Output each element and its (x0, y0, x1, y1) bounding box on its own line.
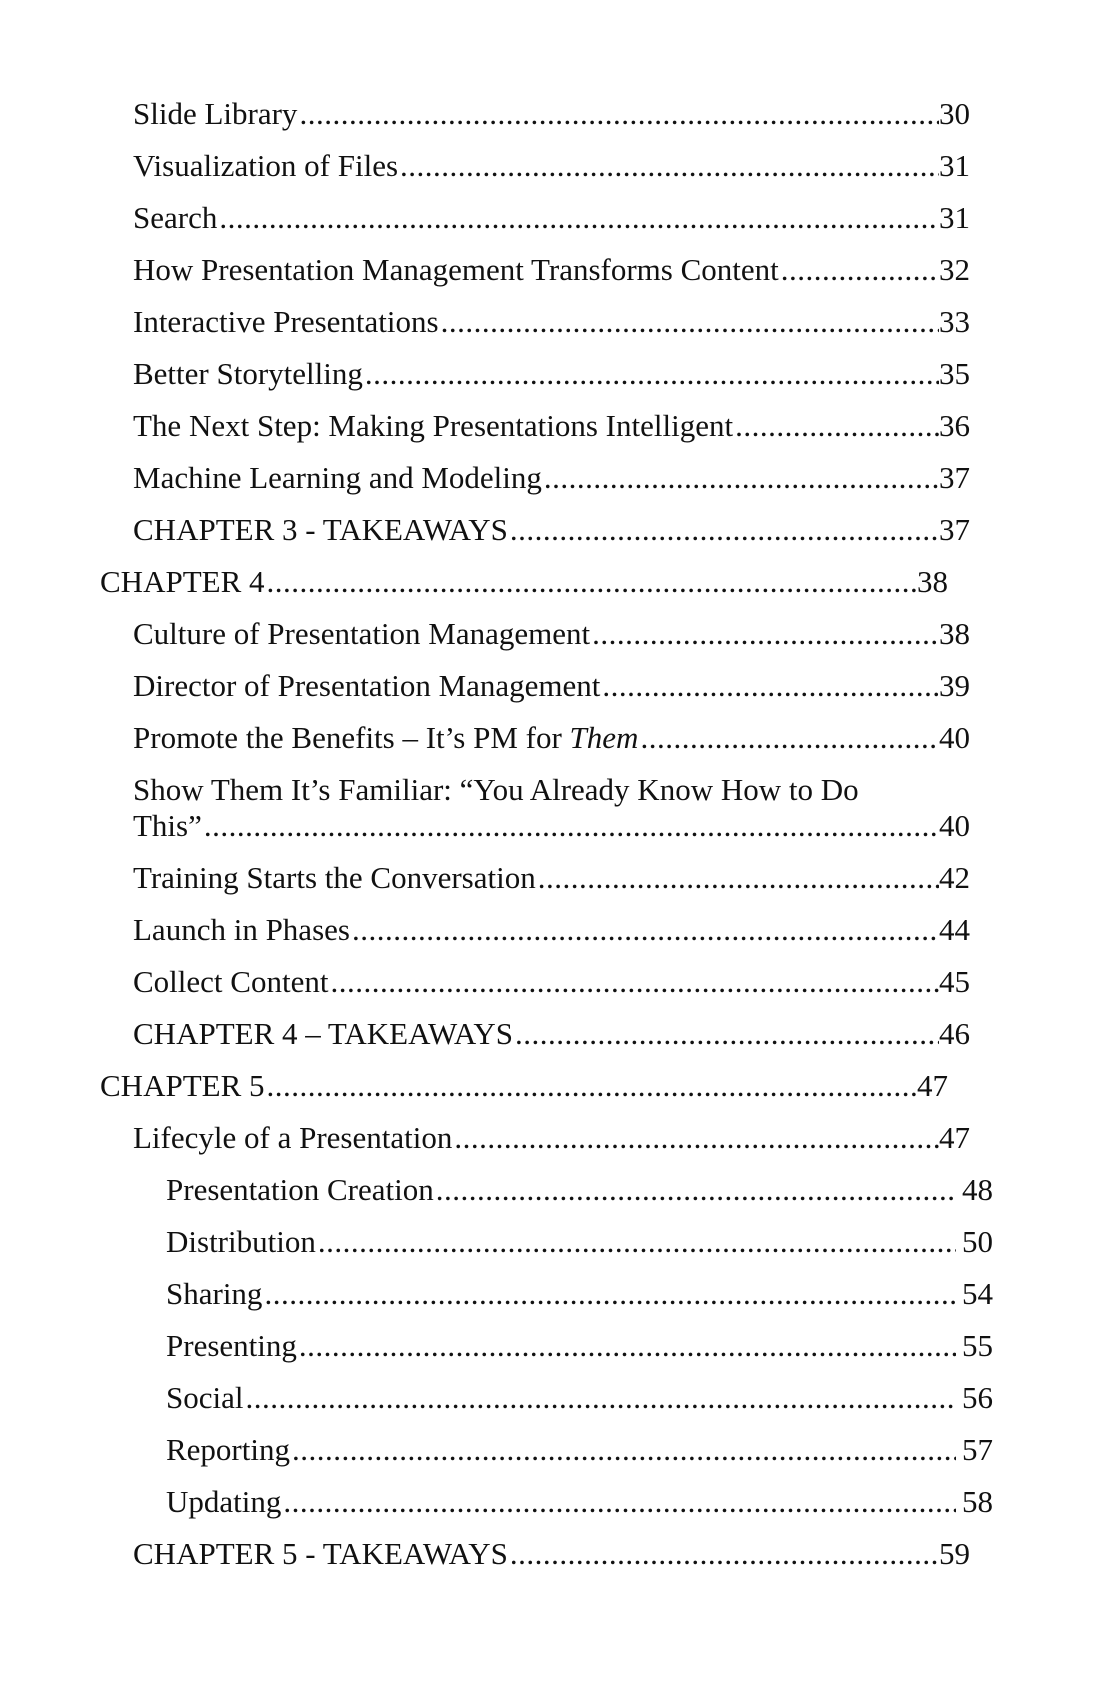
dot-leader (400, 146, 939, 186)
toc-page-number: 44 (939, 912, 970, 947)
toc-section-entry[interactable] (133, 302, 970, 342)
toc-entry-label: Director of Presentation Management (133, 668, 601, 703)
toc-section-entry[interactable] (133, 146, 970, 186)
toc-entry-label: CHAPTER 4 – TAKEAWAYS (133, 1016, 513, 1051)
toc-page-number: 57 (962, 1432, 993, 1467)
toc-section-entry[interactable] (133, 510, 970, 550)
dot-leader (735, 406, 939, 446)
toc-page-number: 37 (939, 512, 970, 547)
toc-entry-label: Culture of Presentation Management (133, 616, 591, 651)
toc-page-number: 47 (917, 1068, 948, 1103)
toc-page-number: 30 (939, 96, 970, 131)
toc-page-number: 48 (962, 1172, 993, 1207)
toc-entry-label: This” (133, 808, 202, 843)
toc-section-entry[interactable] (133, 962, 970, 1002)
toc-entry-label: Promote the Benefits – It’s PM for Them (133, 720, 639, 755)
toc-entry-label: Slide Library (133, 96, 298, 131)
toc-chapter-entry[interactable] (100, 1066, 948, 1106)
toc-page-number: 56 (962, 1380, 993, 1415)
dot-leader (454, 1118, 939, 1158)
toc-entry-label: Presenting (166, 1328, 297, 1363)
toc-section-entry[interactable] (133, 198, 970, 238)
toc-section-entry[interactable] (133, 406, 970, 446)
toc-page-number: 38 (939, 616, 970, 651)
toc-section-entry[interactable] (133, 910, 970, 950)
toc-chapter-entry[interactable] (100, 562, 948, 602)
toc-entry-label: Launch in Phases (133, 912, 350, 947)
toc-subsection-entry[interactable] (166, 1326, 993, 1366)
toc-page-number: 32 (939, 252, 970, 287)
dot-leader (352, 910, 939, 950)
toc-page-number: 55 (962, 1328, 993, 1363)
dot-leader (365, 354, 939, 394)
dot-leader (781, 250, 939, 290)
toc-section-entry[interactable] (133, 1014, 970, 1054)
toc-subsection-entry[interactable] (166, 1222, 993, 1262)
dot-leader (299, 1326, 956, 1366)
toc-entry-label: Reporting (166, 1432, 290, 1467)
dot-leader (267, 562, 918, 602)
toc-section-entry[interactable] (133, 614, 970, 654)
toc-entry-label: Visualization of Files (133, 148, 399, 183)
dot-leader (283, 1482, 956, 1522)
toc-section-entry[interactable] (133, 666, 970, 706)
dot-leader (436, 1170, 956, 1210)
toc-entry-label: Updating (166, 1484, 282, 1519)
toc-subsection-entry[interactable] (166, 1430, 993, 1470)
dot-leader (299, 94, 939, 134)
toc-page-number: 58 (962, 1484, 993, 1519)
toc-section-entry[interactable] (133, 1534, 970, 1574)
toc-page-number: 47 (939, 1120, 970, 1155)
dot-leader (602, 666, 939, 706)
toc-entry-label: Collect Content (133, 964, 329, 999)
toc-page-number: 39 (939, 668, 970, 703)
toc-page-number: 40 (939, 808, 970, 843)
toc-subsection-entry[interactable] (166, 1274, 993, 1314)
dot-leader (441, 302, 939, 342)
dot-leader (267, 1066, 918, 1106)
toc-entry-label: Search (133, 200, 218, 235)
toc-entry-label: How Presentation Management Transforms Content (133, 252, 779, 287)
dot-leader (330, 962, 939, 1002)
dot-leader (246, 1378, 957, 1418)
toc-page-number: 46 (939, 1016, 970, 1051)
toc-entry-label: CHAPTER 3 - TAKEAWAYS (133, 512, 508, 547)
toc-entry-label: Social (166, 1380, 244, 1415)
toc-entry-label: The Next Step: Making Presentations Intelligent (133, 408, 734, 443)
dot-leader (510, 1534, 939, 1574)
toc-subsection-entry[interactable] (166, 1482, 993, 1522)
toc-page-number: 37 (939, 460, 970, 495)
toc-page-number: 54 (962, 1276, 993, 1311)
dot-leader (640, 718, 939, 758)
toc-entry-label: CHAPTER 4 (100, 564, 265, 599)
toc-section-entry[interactable] (133, 718, 970, 758)
toc-subsection-entry[interactable] (166, 1378, 993, 1418)
toc-section-entry[interactable] (133, 354, 970, 394)
toc-entry-label: CHAPTER 5 (100, 1068, 265, 1103)
dot-leader (292, 1430, 956, 1470)
toc-entry-label: Machine Learning and Modeling (133, 460, 542, 495)
toc-section-entry[interactable] (133, 858, 970, 898)
toc-page-number: 42 (939, 860, 970, 895)
toc-entry-label-italic: Them (569, 720, 639, 755)
dot-leader (592, 614, 939, 654)
toc-page-number: 33 (939, 304, 970, 339)
dot-leader (544, 458, 939, 498)
toc-entry-label: Lifecyle of a Presentation (133, 1120, 453, 1155)
toc-section-entry[interactable] (133, 806, 970, 846)
toc-page-number: 31 (939, 148, 970, 183)
toc-page-number: 50 (962, 1224, 993, 1259)
toc-entry-label-line: Show Them It’s Familiar: “You Already Know How to Do (133, 772, 859, 807)
toc-page-number: 45 (939, 964, 970, 999)
toc-section-entry[interactable] (133, 458, 970, 498)
toc-entry-label: Better Storytelling (133, 356, 363, 391)
toc-entry-label: Distribution (166, 1224, 316, 1259)
toc-subsection-entry[interactable] (166, 1170, 993, 1210)
dot-leader (204, 806, 939, 846)
dot-leader (264, 1274, 956, 1314)
toc-entry-label: CHAPTER 5 - TAKEAWAYS (133, 1536, 508, 1571)
toc-entry-label: Interactive Presentations (133, 304, 439, 339)
toc-page-number: 38 (917, 564, 948, 599)
toc-page-number: 40 (939, 720, 970, 755)
dot-leader (318, 1222, 956, 1262)
toc-page-number: 31 (939, 200, 970, 235)
toc-page-number: 36 (939, 408, 970, 443)
toc-section-entry[interactable] (133, 250, 970, 290)
toc-entry-label: Training Starts the Conversation (133, 860, 536, 895)
dot-leader (510, 510, 939, 550)
dot-leader (219, 198, 939, 238)
toc-entry-label: Sharing (166, 1276, 263, 1311)
toc-entry-label: Presentation Creation (166, 1172, 434, 1207)
dot-leader (538, 858, 939, 898)
dot-leader (515, 1014, 939, 1054)
toc-section-entry[interactable] (133, 1118, 970, 1158)
toc-section-entry[interactable] (133, 94, 970, 134)
toc-page-number: 59 (939, 1536, 970, 1571)
toc-page-number: 35 (939, 356, 970, 391)
